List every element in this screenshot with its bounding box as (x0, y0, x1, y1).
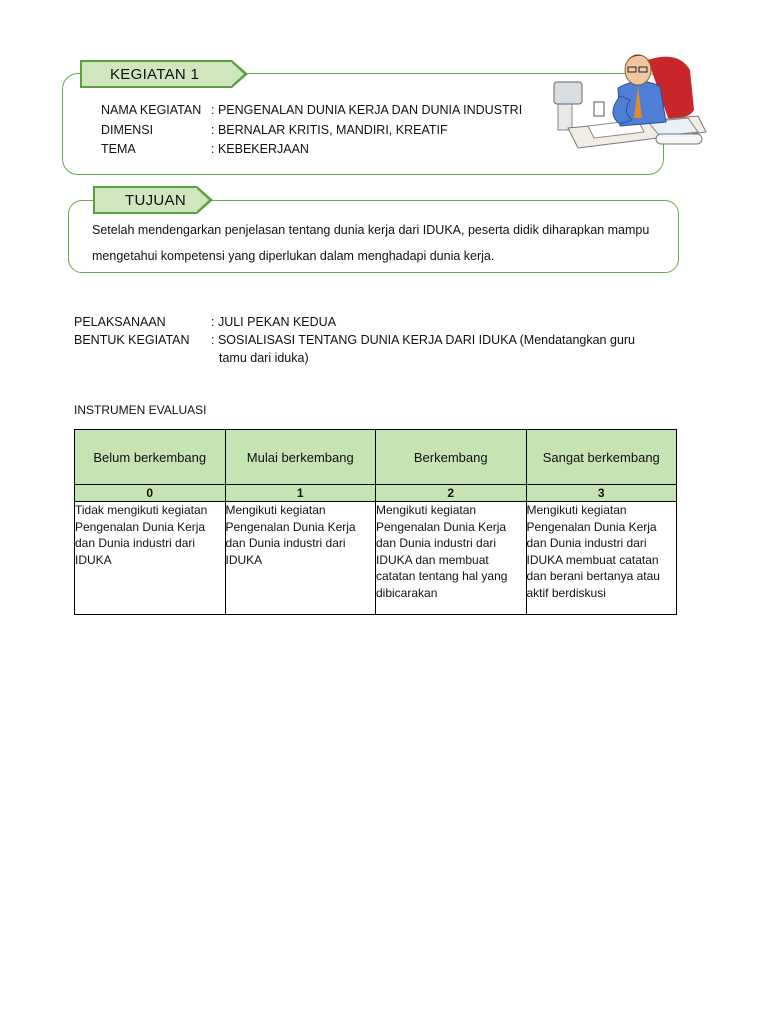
bentuk-value-line2: tamu dari iduka) (219, 351, 309, 365)
rubric-header-cell: Berkembang (376, 430, 527, 485)
pelaksanaan-value: : JULI PEKAN KEDUA (211, 315, 337, 329)
pelaksanaan-label: PELAKSANAAN (74, 315, 166, 329)
rubric-header-row (75, 430, 677, 485)
tujuan-text-line1: Setelah mendengarkan penjelasan tentang dunia kerja dari IDUKA, peserta didik diharapkan mampu (92, 223, 650, 237)
rubric-description-cell: Mengikuti kegiatan Pengenalan Dunia Kerja dan Dunia industri dari IDUKA (225, 502, 376, 615)
rubric-score-row (75, 485, 677, 502)
rubric-score-cell: 1 (225, 485, 376, 502)
instrumen-title: INSTRUMEN EVALUASI (74, 403, 207, 417)
office-worker-illustration-icon (548, 40, 708, 160)
tujuan-text-line2: mengetahui kompetensi yang diperlukan dalam menghadapi dunia kerja. (92, 249, 495, 263)
tujuan-banner-label: TUJUAN (125, 191, 186, 209)
kegiatan-label: NAMA KEGIATAN (101, 103, 202, 117)
bentuk-row-continued (219, 351, 309, 365)
rubric-description-row (75, 502, 677, 615)
rubric-header-cell: Mulai berkembang (225, 430, 376, 485)
bentuk-value-line1: : SOSIALISASI TENTANG DUNIA KERJA DARI IDUKA (Mendatangkan guru (211, 333, 636, 347)
kegiatan-value: : BERNALAR KRITIS, MANDIRI, KREATIF (211, 123, 448, 137)
kegiatan-value: : KEBEKERJAAN (211, 142, 309, 156)
rubric-description-cell: Mengikuti kegiatan Pengenalan Dunia Kerja dan Dunia industri dari IDUKA membuat catatan dan berani bertanya atau aktif berdiskusi (526, 502, 677, 615)
rubric-description-cell: Tidak mengikuti kegiatan Pengenalan Dunia Kerja dan Dunia industri dari IDUKA (75, 502, 226, 615)
rubric-score-cell: 0 (75, 485, 226, 502)
tujuan-banner (93, 186, 197, 214)
kegiatan-banner-label: KEGIATAN 1 (110, 65, 200, 83)
kegiatan-label: TEMA (101, 142, 136, 156)
kegiatan-value: : PENGENALAN DUNIA KERJA DAN DUNIA INDUSTRI (211, 103, 523, 117)
evaluation-rubric-table (74, 429, 677, 615)
rubric-score-cell: 2 (376, 485, 527, 502)
rubric-header-cell: Sangat berkembang (526, 430, 677, 485)
kegiatan-label: DIMENSI (101, 123, 154, 137)
rubric-header-cell: Belum berkembang (75, 430, 226, 485)
rubric-description-cell: Mengikuti kegiatan Pengenalan Dunia Kerja dan Dunia industri dari IDUKA dan membuat catatan tentang hal yang dibicarakan (376, 502, 527, 615)
bentuk-label: BENTUK KEGIATAN (74, 333, 190, 347)
kegiatan-banner (80, 60, 232, 88)
rubric-score-cell: 3 (526, 485, 677, 502)
